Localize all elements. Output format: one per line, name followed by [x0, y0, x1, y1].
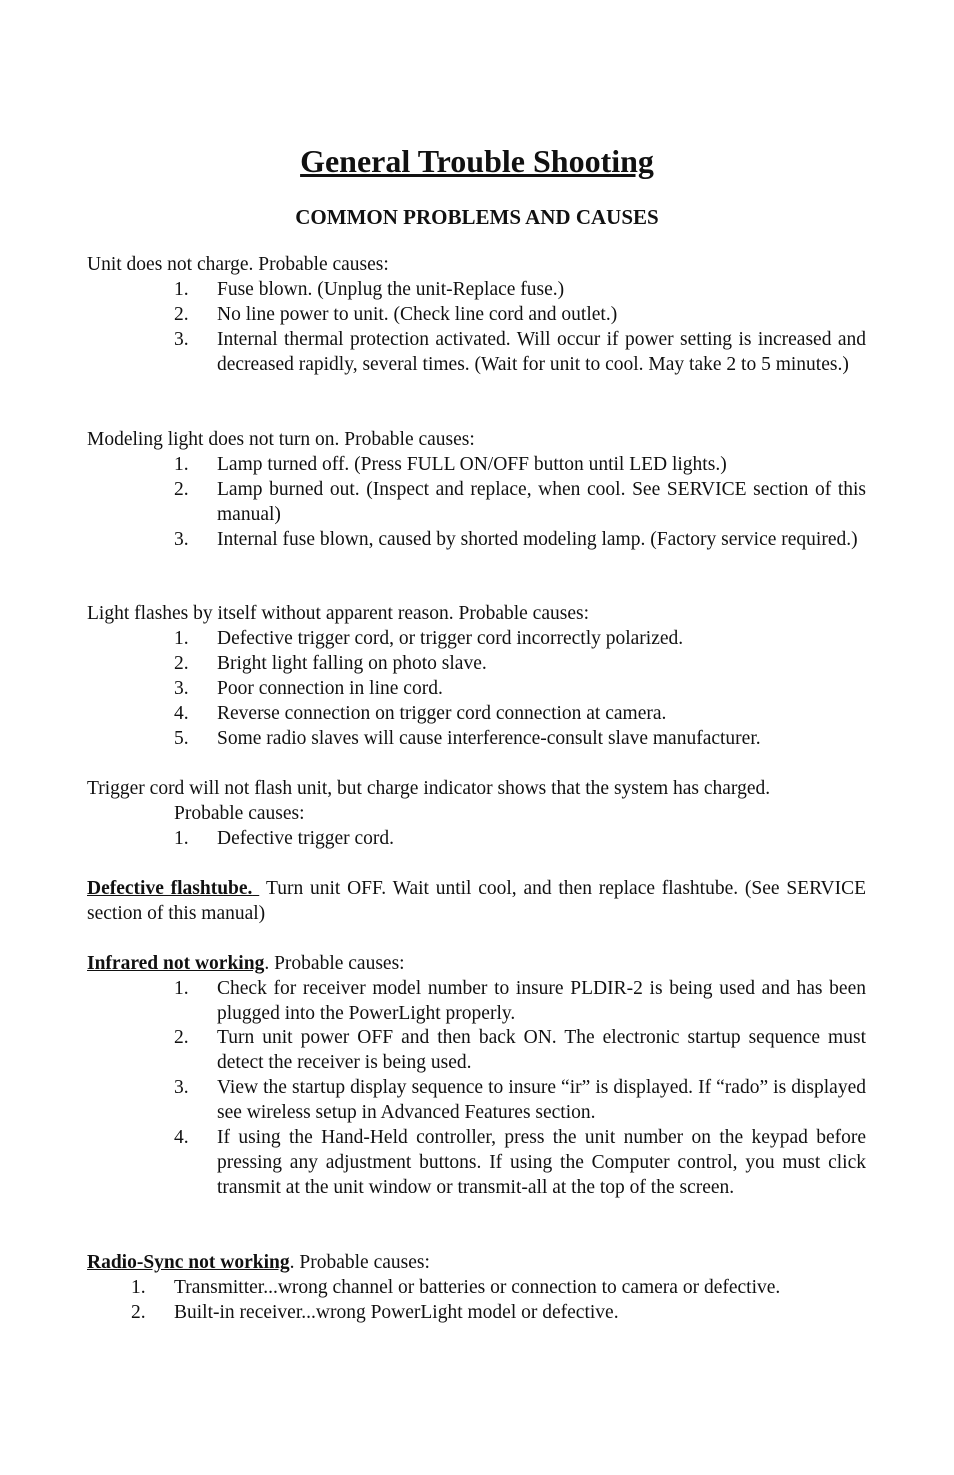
- list-number: 2.: [174, 304, 189, 325]
- list-number: 1.: [174, 628, 189, 649]
- section-text-flashtube: Turn unit OFF. Wait until cool, and then replace flashtube. (See SERVICE section of this manual): [87, 878, 867, 924]
- list-item: Lamp burned out. (Inspect and replace, when cool. See SERVICE section of this manual): [217, 479, 866, 525]
- list-number: 2.: [174, 479, 189, 500]
- section-label-infrared: Infrared not working: [87, 953, 265, 974]
- section-heading-trigger: Trigger cord will not flash unit, but charge indicator shows that the system has charged.: [87, 778, 771, 799]
- list-item: Built-in receiver...wrong PowerLight model or defective.: [174, 1302, 619, 1323]
- section-label-radio: Radio-Sync not working: [87, 1252, 290, 1273]
- list-number: 2.: [131, 1302, 146, 1323]
- section-subheading-trigger: Probable causes:: [174, 803, 305, 824]
- list-item: No line power to unit. (Check line cord and outlet.): [217, 304, 618, 325]
- list-item: Poor connection in line cord.: [217, 678, 443, 699]
- list-number: 2.: [174, 1027, 189, 1048]
- list-number: 1.: [174, 978, 189, 999]
- list-number: 1.: [174, 454, 189, 475]
- section-heading-charge: Unit does not charge. Probable causes:: [87, 254, 389, 275]
- list-item: View the startup display sequence to insure “ir” is displayed. If “rado” is displayed see wireless setup in Advanced Features section.: [217, 1077, 866, 1123]
- list-number: 3.: [174, 529, 189, 550]
- list-number: 1.: [174, 828, 189, 849]
- section-heading-infrared: [87, 951, 405, 976]
- list-item: Check for receiver model number to insure PLDIR-2 is being used and has been plugged into the PowerLight properly.: [217, 978, 866, 1024]
- list-number: 1.: [131, 1277, 146, 1298]
- section-flashtube: [87, 876, 866, 926]
- list-item: Defective trigger cord.: [217, 828, 395, 849]
- list-item: Transmitter...wrong channel or batteries or connection to camera or defective.: [174, 1277, 781, 1298]
- list-item: If using the Hand-Held controller, press the unit number on the keypad before pressing any adjustment buttons. If using the Computer control, you must click transmit at the unit window or transmit-all at the top of the screen.: [217, 1127, 866, 1198]
- page-subtitle: COMMON PROBLEMS AND CAUSES: [295, 205, 659, 229]
- list-number: 4.: [174, 703, 189, 724]
- section-heading-flashes: Light flashes by itself without apparent reason. Probable causes:: [87, 603, 589, 624]
- list-item: Fuse blown. (Unplug the unit-Replace fuse.): [217, 279, 565, 300]
- list-item: Bright light falling on photo slave.: [217, 653, 487, 674]
- list-number: 3.: [174, 329, 189, 350]
- list-item: Lamp turned off. (Press FULL ON/OFF button until LED lights.): [217, 454, 727, 475]
- list-number: 2.: [174, 653, 189, 674]
- section-heading-rest: . Probable causes:: [264, 953, 405, 974]
- page-title: General Trouble Shooting: [300, 143, 654, 179]
- list-item: Turn unit power OFF and then back ON. The electronic startup sequence must detect the receiver is being used.: [217, 1027, 866, 1073]
- section-heading-radio: [87, 1250, 430, 1275]
- list-item: Reverse connection on trigger cord connection at camera.: [217, 703, 667, 724]
- section-heading-rest: . Probable causes:: [289, 1252, 430, 1273]
- list-number: 1.: [174, 279, 189, 300]
- list-number: 3.: [174, 1077, 189, 1098]
- list-item: Some radio slaves will cause interference-consult slave manufacturer.: [217, 728, 761, 749]
- list-item: Defective trigger cord, or trigger cord incorrectly polarized.: [217, 628, 684, 649]
- list-number: 5.: [174, 728, 189, 749]
- section-heading-modeling: Modeling light does not turn on. Probable causes:: [87, 429, 475, 450]
- section-label-flashtube: Defective flashtube.: [87, 878, 253, 899]
- list-item: Internal fuse blown, caused by shorted modeling lamp. (Factory service required.): [217, 529, 858, 550]
- list-number: 4.: [174, 1127, 189, 1148]
- list-number: 3.: [174, 678, 189, 699]
- list-item: Internal thermal protection activated. Will occur if power setting is increased and decreased rapidly, several times. (Wait for unit to cool. May take 2 to 5 minutes.): [217, 329, 866, 375]
